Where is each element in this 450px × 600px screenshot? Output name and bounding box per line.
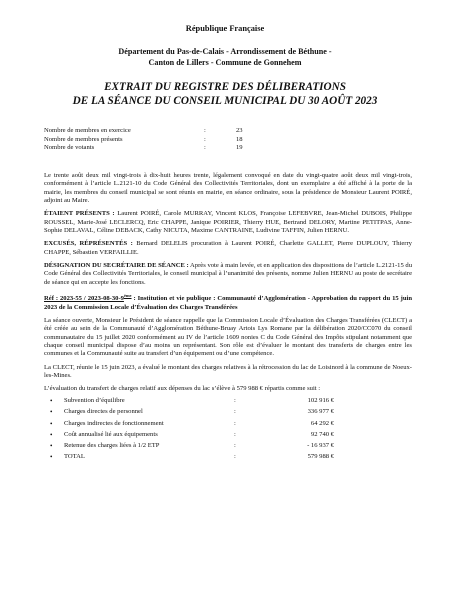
charges-intro: L’évaluation du transfert de charges relatif aux dépenses du lac s’élève à 579 988 € répartis comme suit : <box>44 385 321 393</box>
charge-colon: : <box>234 408 236 416</box>
bullet-icon: • <box>50 453 53 462</box>
secretary-paragraph <box>44 262 412 287</box>
members-colon: : <box>204 144 206 152</box>
department-line-1: Département du Pas-de-Calais - Arrondissement de Béthune - <box>118 47 332 56</box>
charges-total-item <box>44 452 412 463</box>
members-colon: : <box>204 135 206 143</box>
excused-paragraph <box>44 240 412 257</box>
extract-title-line-1: EXTRAIT DU REGISTRE DES DÉLIBERATIONS <box>104 81 346 93</box>
present-paragraph <box>44 210 412 235</box>
members-row <box>44 144 344 153</box>
intro-paragraph: Le trente août deux mil vingt-trois à dix-huit heures trente, légalement convoqué en date du vingt-quatre août deux mil vingt-trois, conformément à l’article L.2121-10 du Code Général des Collectivités Territoriales, dont un exemplaire a été affiché à la porte de la mairie, les membres du conseil municipal se sont réunis en mairie, en séance ordinaire, sous la présidence de Monsieur Laurent POIRÉ, adjoint au Maire. <box>44 172 412 205</box>
document-body <box>44 172 412 463</box>
charge-amount: 579 988 € <box>307 453 334 461</box>
clect-meeting-paragraph: La CLECT, réunie le 15 juin 2023, a évalué le montant des charges relatives à la rétrocession du lac de Loisinord à la commune de Noeux-les-Mines. <box>44 363 412 380</box>
members-label: Nombre de votants <box>44 144 95 152</box>
secretary-label: DÉSIGNATION DU SECRÉTAIRE DE SÉANCE : <box>44 262 189 270</box>
charges-list-item <box>44 396 412 407</box>
department-heading <box>0 46 450 68</box>
members-count-table <box>44 127 344 153</box>
deliberation-reference-suffix: ème <box>123 293 132 299</box>
charge-label: Retenue des charges liées à 1/2 ETP <box>64 441 160 449</box>
members-value: 18 <box>236 135 243 143</box>
present-text: Laurent POIRÉ, Carole MURRAY, Vincent KLOS, Françoise LEFEBVRE, Jean-Michel DUBOIS, Philippe ROUSSEL, Marie-José LECLERCQ, Eric CHAPPE, Janique POIRIER, Thierry HUE, Bertrand DELORY, Martine PETITPAS, Anne-Sophie DELAVAL, Céline DEBACK, Cathy NICUTA, Maxime CANTRAINE, Ludivine TAFFIN, Julien HERNU. <box>44 210 412 235</box>
charge-label: TOTAL <box>64 453 85 461</box>
charges-list-item <box>44 418 412 429</box>
members-label: Nombre de membres en exercice <box>44 127 131 134</box>
charge-label: Coût annualisé lié aux équipements <box>64 430 158 438</box>
members-row <box>44 136 344 145</box>
charge-colon: : <box>234 453 236 461</box>
members-value: 19 <box>236 144 243 152</box>
department-line-2: Canton de Lillers - Commune de Gonnehem <box>148 58 302 67</box>
excused-label: EXCUSÉS, RÉPRÉSENTÉS : <box>44 240 133 248</box>
members-row <box>44 127 344 136</box>
charge-amount: 102 916 € <box>307 397 334 405</box>
deliberation-title <box>44 292 412 312</box>
members-colon: : <box>204 127 206 134</box>
charge-amount: 92 740 € <box>310 430 334 438</box>
charge-colon: : <box>234 397 236 405</box>
charge-colon: : <box>234 430 236 438</box>
members-value: 23 <box>236 127 243 134</box>
bullet-icon: • <box>50 397 53 406</box>
charge-label: Subvention d’équilibre <box>64 397 125 405</box>
bullet-icon: • <box>50 419 53 428</box>
charge-amount: 64 292 € <box>310 419 334 427</box>
bullet-icon: • <box>50 430 53 439</box>
extract-title <box>0 81 450 108</box>
charge-amount: 336 977 € <box>307 408 334 416</box>
extract-title-line-2: DE LA SÉANCE DU CONSEIL MUNICIPAL DU 30 AOÛT 2023 <box>72 94 378 107</box>
charge-colon: : <box>234 419 236 427</box>
members-label: Nombre de membres présents <box>44 135 123 143</box>
deliberation-reference: Réf : 2023-55 / 2023-08-30-9 <box>44 295 124 303</box>
clect-paragraph: La séance ouverte, Monsieur le Président de séance rappelle que la Commission Locale d’Évaluation des Charges Transférées (CLECT) a été créée au sein de la Communauté d’Agglomération Béthune-Bruay Artois Lys Romane par la délibération 2020/CC070 du conseil communautaire du 15 juillet 2020 conformément au IV de l’article 1609 nonies C du Code Général des Impôts stipulant notamment que chaque conseil municipal dispose d’au moins un représentant. Son rôle est d’évaluer le montant des transferts de charges entre les communes et la Communauté suite au transfert d’un équipement ou d’une compétence. <box>44 317 412 358</box>
secretary-text: Après vote à main levée, et en application des dispositions de l’article L.2121-15 du Code Général des Collectivités Territoriales, le conseil municipal à l’unanimité des présents, nomme Julien HERNU au poste de secrétaire de séance qui en accepte les fonctions. <box>44 262 412 286</box>
charges-list-item <box>44 429 412 440</box>
charge-label: Charges indirectes de fonctionnement <box>64 419 164 427</box>
republic-heading: République Française <box>185 24 265 33</box>
excused-text: Bernard DELELIS procuration à Laurent POIRÉ, Charlette GALLET, Pierre DUPLOUY, Thierry CHAPPE, Sébastien VERFAILLIE. <box>44 240 412 256</box>
charges-list-item <box>44 441 412 452</box>
bullet-icon: • <box>50 441 53 450</box>
charges-list-item <box>44 407 412 418</box>
charge-colon: : <box>234 441 236 449</box>
deliberation-subject: : Institution et vie publique : Communauté d’Agglomération - Approbation du rapport du 15 juin 2023 de la Commission Locale d’Évaluation des Charges Transférées <box>44 295 412 311</box>
charge-label: Charges directes de personnel <box>64 408 143 416</box>
present-label: ÉTAIENT PRÉSENTS : <box>44 210 115 218</box>
bullet-icon: • <box>50 408 53 417</box>
charge-amount: - 16 937 € <box>307 441 334 449</box>
charges-list <box>44 396 412 463</box>
